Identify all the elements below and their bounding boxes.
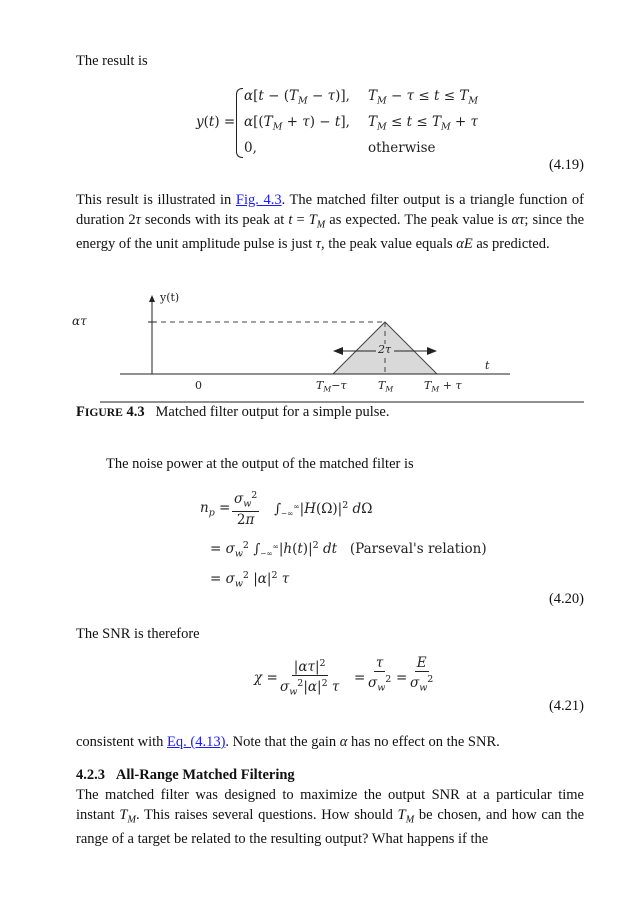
eq-number-4-19: (4.19) — [548, 157, 584, 173]
eq420-line2: = $\sigma_w^2$ $\int_{-\infty}^\infty|h(t)|^2$ dt (Parseval's relation) — [210, 540, 487, 560]
x-tick-tm: $T_M$ — [378, 379, 394, 394]
t-axis-label: t — [485, 359, 490, 372]
x-tick-0: 0 — [195, 379, 202, 392]
eq421-frac1: $\frac{|\alpha\tau|^2}{\sigma_w^2|\alpha|^2 \tau}$ — [280, 658, 340, 698]
eq419-lhs: y(t) = — [196, 114, 236, 130]
y-axis-arrow — [149, 295, 155, 302]
intro-text: The result is — [76, 53, 148, 69]
caption-label: FIGURE 4.3 — [76, 404, 145, 420]
eq420-lhs: $n_p$ = — [200, 500, 231, 519]
section-heading — [76, 767, 295, 784]
paragraph-noise-power: The noise power at the output of the matched filter is — [106, 456, 414, 472]
paragraph-result: This result is illustrated in Fig. 4.3. The matched filter output is a triangle function of duration 2τ seconds with its peak at $t = T_M$ as expected. The peak value is ατ; since the energy of the unit amplitude pulse is just τ, the peak value equals αE as predicted. — [76, 192, 584, 252]
eq419-case-1-cond: $T_M - \tau \le t \le T_M$ — [368, 88, 478, 107]
eq419-case-2-expr: $\alpha[(T_M + \tau) - t]$, — [244, 114, 350, 133]
width-arrow-right — [427, 347, 437, 355]
equation-4-20 — [200, 488, 500, 588]
eq421-equals-1: = — [354, 670, 366, 686]
eq-number-4-21: (4.21) — [548, 698, 584, 714]
fig-4-3-link[interactable]: Fig. 4.3 — [235, 192, 282, 208]
eq421-equals-2: = — [396, 670, 408, 686]
x-tick-tm-plus-tau: $T_M + \tau$ — [424, 379, 462, 394]
eq419-case-3-cond: otherwise — [368, 140, 436, 156]
width-label: 2τ — [378, 343, 392, 356]
paragraph-all-range: The matched filter was designed to maximize the output SNR at a particular time instant $T_M$. This raises several questions. How should $T_M$ be chosen, and how can the range of a target be related to the resulting output? What happens if the — [76, 787, 584, 847]
y-axis-label: y(t) — [160, 291, 180, 304]
eq-4-13-link[interactable]: Eq. (4.13) — [167, 734, 226, 750]
eq-number-4-20: (4.20) — [548, 591, 584, 607]
eq420-line1-integral: $\int_{-\infty}^\infty|H(\Omega)|^2$ dΩ — [274, 500, 373, 518]
eq421-frac2: $\frac{\tau}{\sigma_w^2}$ — [368, 655, 392, 694]
section-number: 4.2.3 — [76, 767, 105, 783]
eq421-frac3: $\frac{E}{\sigma_w^2}$ — [410, 655, 434, 694]
parseval-note: (Parseval's relation) — [349, 541, 487, 558]
eq419-brace — [236, 88, 243, 158]
section-title: All-Range Matched Filtering — [115, 767, 295, 783]
eq420-line3: = $\sigma_w^2$ $|\alpha|^2$ τ — [210, 570, 290, 590]
eq419-case-3-expr: 0, — [244, 140, 257, 156]
eq419-case-1-expr: $\alpha[t - (T_M - \tau)]$, — [244, 88, 350, 107]
paragraph-snr: The SNR is therefore — [76, 626, 200, 642]
width-arrow-left — [333, 347, 343, 355]
figure-caption — [76, 404, 389, 421]
x-tick-tm-minus-tau: $T_M-\tau$ — [316, 379, 347, 394]
peak-label: ατ — [72, 314, 87, 328]
equation-4-19 — [196, 86, 496, 162]
caption-text: Matched filter output for a simple pulse. — [155, 404, 390, 420]
paragraph-consistent: consistent with Eq. (4.13). Note that the gain α has no effect on the SNR. — [76, 734, 500, 750]
eq419-case-2-cond: $T_M \le t \le T_M + \tau$ — [368, 114, 478, 133]
equation-4-21 — [254, 656, 454, 700]
eq420-fraction: $\frac{\sigma_w^2}{2\pi}$ — [234, 490, 258, 529]
eq421-lhs: χ = — [254, 670, 278, 686]
